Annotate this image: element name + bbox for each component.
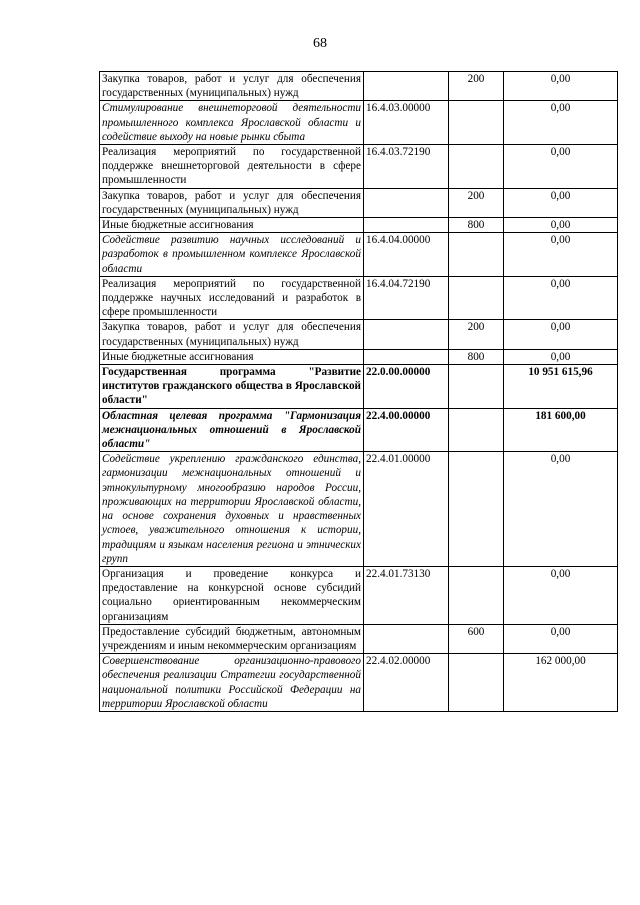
row-code-cell: 22.4.02.00000 [364,654,449,712]
row-name-cell: Совершенствование организационно-правового обеспечения реализации Стратегии государственной национальной политики Российской Федерации на территории Ярославской области [100,654,364,712]
row-sum-cell: 162 000,00 [504,654,618,712]
row-sum-cell: 10 951 615,96 [504,365,618,409]
table-row [100,320,618,349]
row-name-cell: Реализация мероприятий по государственной поддержке внешнеторговой деятельности в сфере промышленности [100,145,364,189]
row-sum-cell: 0,00 [504,566,618,624]
row-code-cell [364,72,449,101]
row-sum-cell: 0,00 [504,320,618,349]
table-row [100,566,618,624]
row-name-cell: Закупка товаров, работ и услуг для обеспечения государственных (муниципальных) нужд [100,320,364,349]
row-sum-cell: 0,00 [504,101,618,145]
table-row [100,233,618,277]
row-expense-type-cell: 200 [449,72,504,101]
row-expense-type-cell [449,408,504,452]
row-expense-type-cell [449,101,504,145]
row-name-cell: Государственная программа "Развитие институтов гражданского общества в Ярославской области" [100,365,364,409]
row-code-cell [364,320,449,349]
row-sum-cell: 181 600,00 [504,408,618,452]
table-row [100,408,618,452]
row-expense-type-cell [449,276,504,320]
row-expense-type-cell [449,452,504,567]
row-sum-cell: 0,00 [504,145,618,189]
row-code-cell: 16.4.03.72190 [364,145,449,189]
table-row [100,654,618,712]
row-code-cell [364,218,449,233]
row-expense-type-cell: 200 [449,188,504,217]
row-code-cell: 22.4.01.73130 [364,566,449,624]
row-name-cell: Организация и проведение конкурса и предоставление на конкурсной основе субсидий социально ориентированным некоммерческим организациям [100,566,364,624]
table-row [100,624,618,653]
row-name-cell: Иные бюджетные ассигнования [100,218,364,233]
row-sum-cell: 0,00 [504,624,618,653]
row-name-cell: Закупка товаров, работ и услуг для обеспечения государственных (муниципальных) нужд [100,72,364,101]
row-code-cell: 16.4.03.00000 [364,101,449,145]
row-expense-type-cell [449,566,504,624]
table-row [100,218,618,233]
row-name-cell: Содействие укреплению гражданского единства, гармонизации межнациональных отношений и этнокультурному многообразию народов России, проживающих на территории Ярославской области, на основе сохранения духовных и нравственных устоев, уважительного отношения к истории, традициям и языкам населения региона и этнических групп [100,452,364,567]
row-code-cell: 16.4.04.72190 [364,276,449,320]
row-expense-type-cell: 600 [449,624,504,653]
row-expense-type-cell [449,654,504,712]
table-row [100,145,618,189]
budget-table [99,71,618,712]
row-code-cell: 22.0.00.00000 [364,365,449,409]
table-row [100,72,618,101]
row-name-cell: Предоставление субсидий бюджетным, автономным учреждениям и иным некоммерческим организациям [100,624,364,653]
row-code-cell [364,188,449,217]
row-sum-cell: 0,00 [504,276,618,320]
row-code-cell: 22.4.01.00000 [364,452,449,567]
row-code-cell [364,624,449,653]
row-expense-type-cell [449,233,504,277]
row-name-cell: Областная целевая программа "Гармонизация межнациональных отношений в Ярославской области" [100,408,364,452]
row-name-cell: Стимулирование внешнеторговой деятельности промышленного комплекса Ярославской области и содействие выходу на новые рынки сбыта [100,101,364,145]
row-sum-cell: 0,00 [504,349,618,364]
row-name-cell: Содействие развитию научных исследований и разработок в промышленном комплексе Ярославской области [100,233,364,277]
row-sum-cell: 0,00 [504,452,618,567]
table-row [100,188,618,217]
table-row [100,276,618,320]
table-row [100,349,618,364]
row-expense-type-cell: 800 [449,349,504,364]
row-name-cell: Закупка товаров, работ и услуг для обеспечения государственных (муниципальных) нужд [100,188,364,217]
table-row [100,365,618,409]
row-sum-cell: 0,00 [504,218,618,233]
row-expense-type-cell [449,145,504,189]
row-code-cell: 16.4.04.00000 [364,233,449,277]
table-row [100,452,618,567]
row-name-cell: Реализация мероприятий по государственной поддержке научных исследований и разработок в сфере промышленности [100,276,364,320]
row-code-cell [364,349,449,364]
row-expense-type-cell: 200 [449,320,504,349]
row-name-cell: Иные бюджетные ассигнования [100,349,364,364]
row-code-cell: 22.4.00.00000 [364,408,449,452]
budget-table-body [100,72,618,712]
row-sum-cell: 0,00 [504,72,618,101]
row-expense-type-cell: 800 [449,218,504,233]
table-row [100,101,618,145]
row-sum-cell: 0,00 [504,233,618,277]
row-expense-type-cell [449,365,504,409]
row-sum-cell: 0,00 [504,188,618,217]
page-number: 68 [313,36,327,51]
